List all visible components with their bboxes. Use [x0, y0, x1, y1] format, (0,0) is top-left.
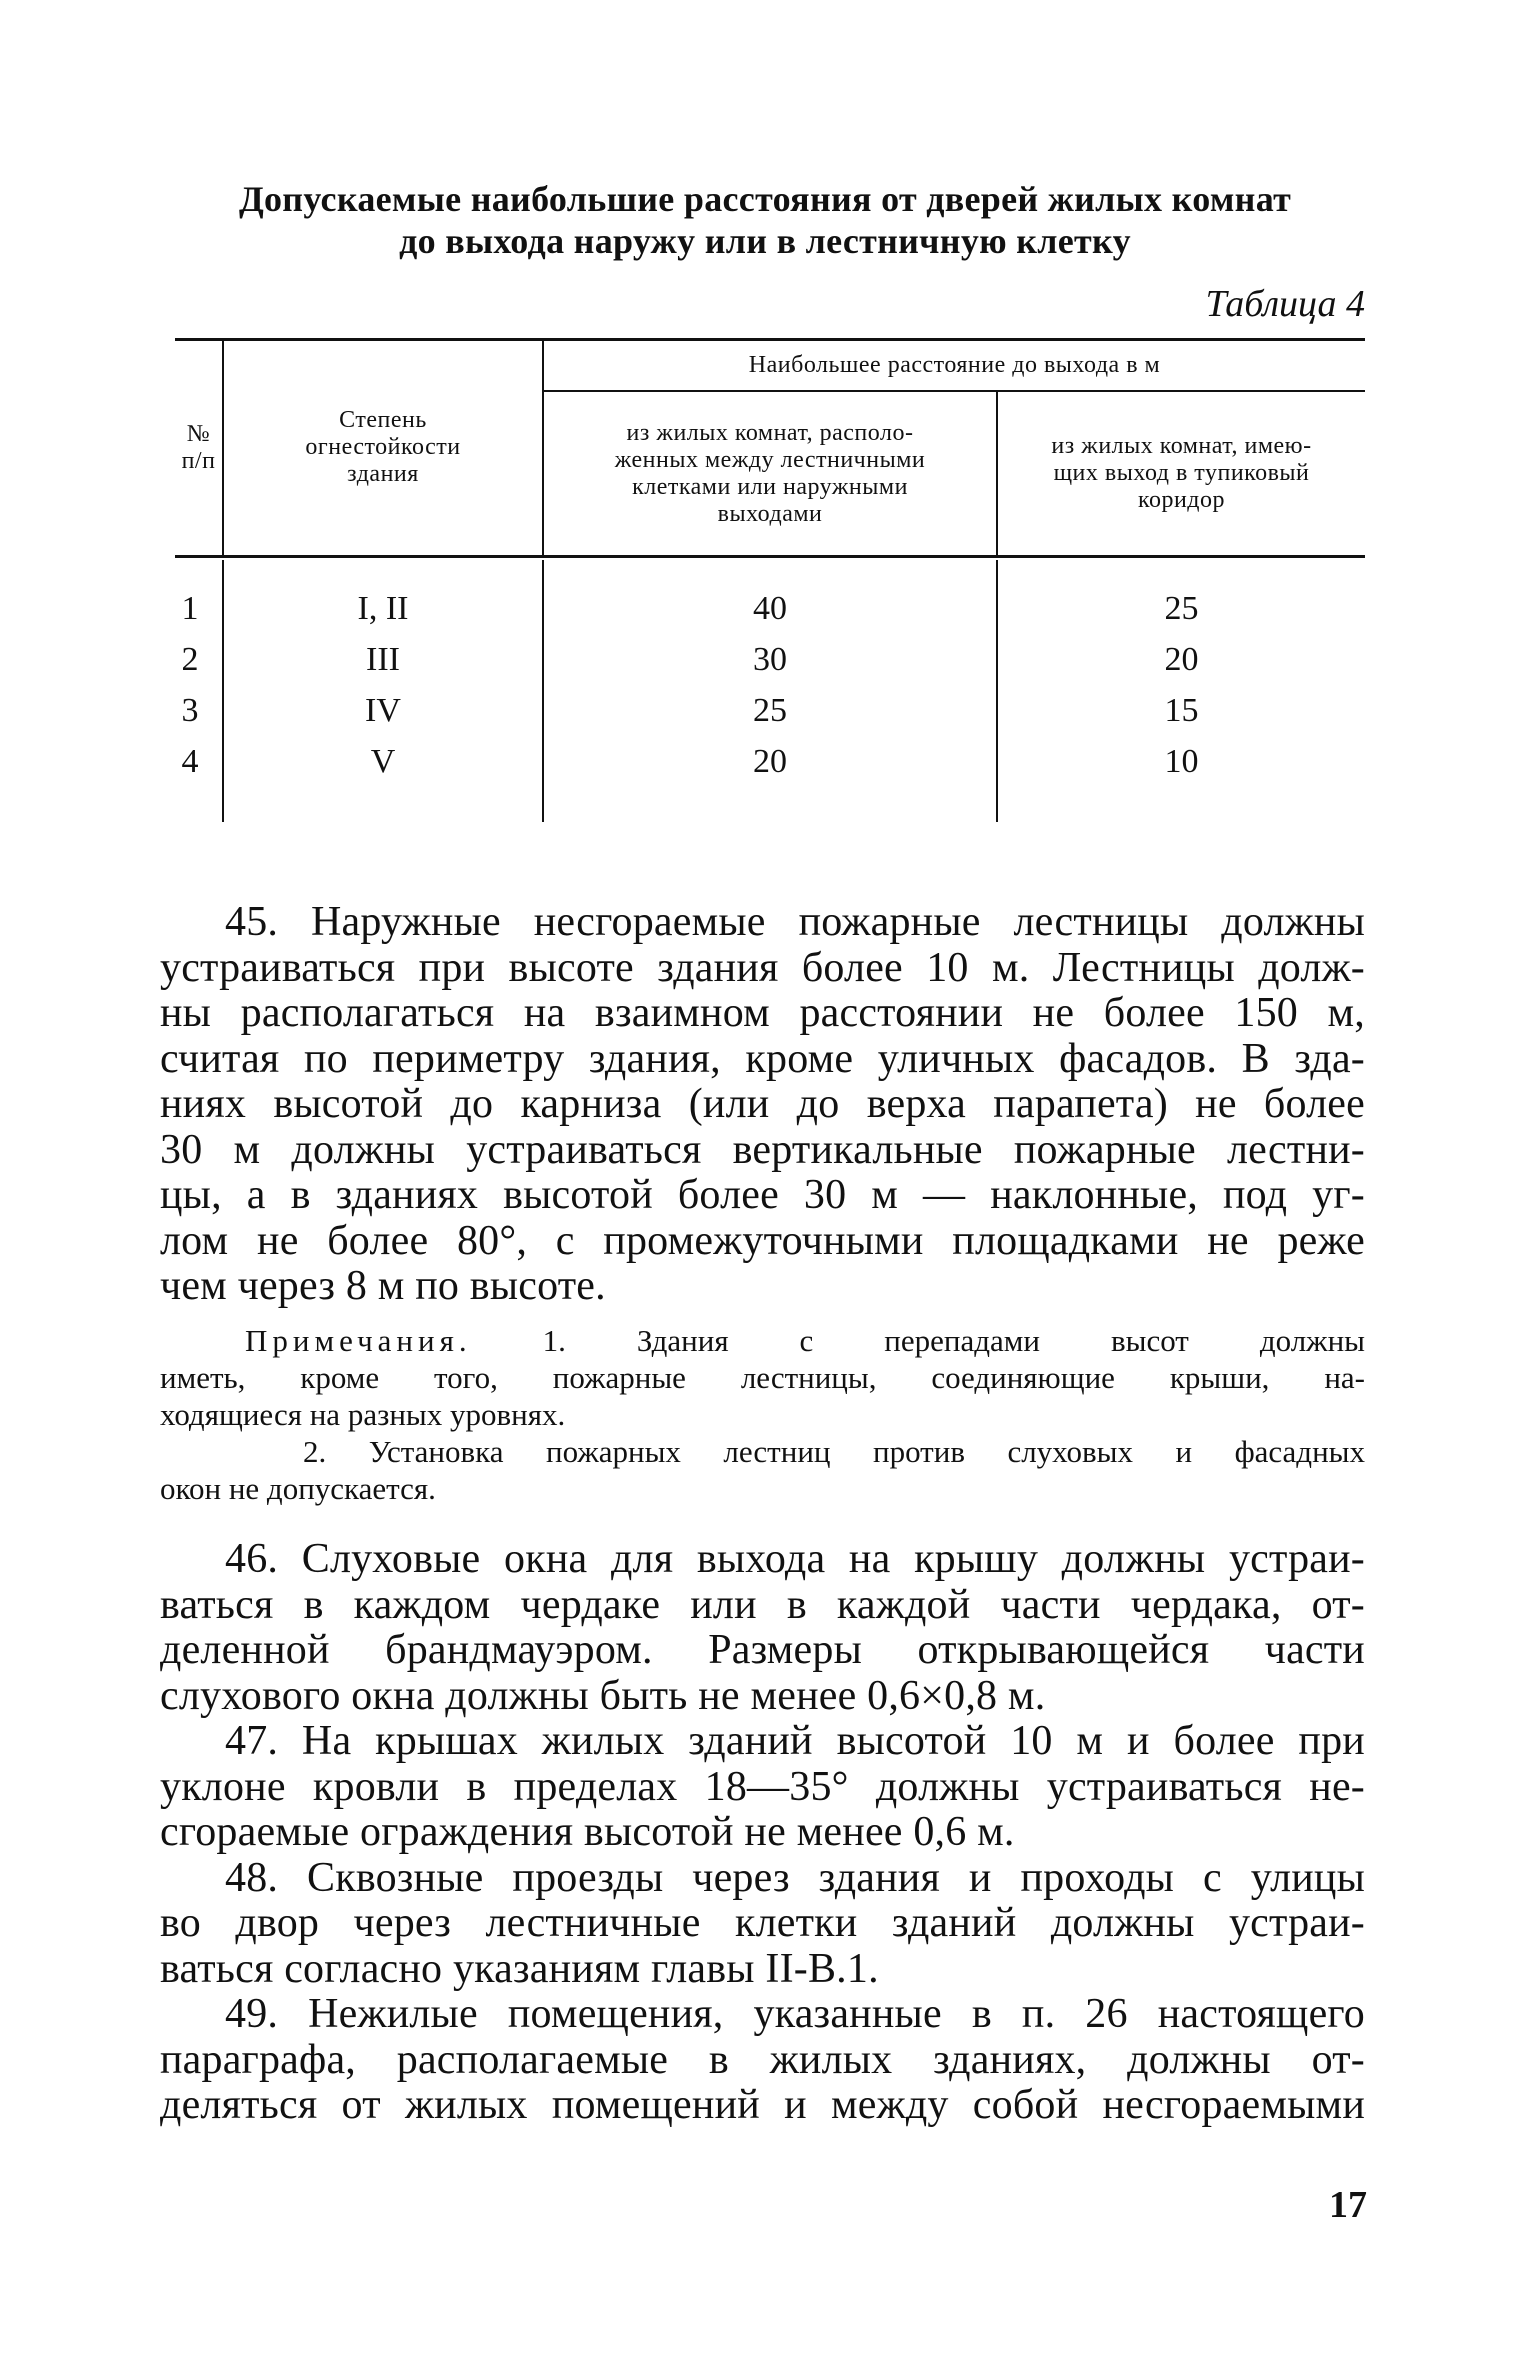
table-cell: 20: [1164, 641, 1199, 678]
paragraph-45: [160, 900, 1365, 1310]
table-cell: 3: [181, 692, 199, 729]
table-cell: I, II: [357, 590, 409, 627]
header-between-line-4: выходами: [717, 500, 823, 527]
header-between-line-1: из жилых комнат, располо-: [626, 419, 914, 446]
table-cell: 4: [181, 743, 199, 780]
header-num-line-1: №: [186, 420, 211, 447]
table-cell: 10: [1164, 743, 1199, 780]
paragraphs-46-49: [160, 1537, 1365, 2129]
text-line: ваться согласно указаниям главы II-В.1.: [160, 1945, 879, 1992]
header-degree-line-3: здания: [347, 461, 419, 487]
header-deadend-line-3: коридор: [1138, 487, 1225, 513]
table-header-bottom-rule: [175, 555, 1365, 558]
notes-label: Примечания.: [245, 1323, 472, 1358]
table-title-line-2: до выхода наружу или в лестничную клетку: [399, 221, 1131, 261]
header-degree-line-2: огнестойкости: [305, 434, 461, 460]
text-line: ваться в каждом чердаке или в каждой части чердака, от-: [160, 1581, 1365, 1628]
text-line: считая по периметру здания, кроме уличных фасадов. В зда-: [160, 1035, 1365, 1082]
text-line: 48. Сквозные проезды через здания и проходы с улицы: [225, 1854, 1365, 1901]
header-num: [175, 340, 222, 555]
table-cell: 40: [753, 590, 787, 627]
table-cell: 20: [753, 743, 787, 780]
note-line: [160, 1322, 1365, 1359]
text-line: параграфа, располагаемые в жилых зданиях, должны от-: [160, 2036, 1365, 2083]
text-line: чем через 8 м по высоте.: [160, 1263, 606, 1309]
text-line: уклоне кровли в пределах 18—35° должны устраиваться не-: [160, 1763, 1365, 1810]
header-between-line-3: клетками или наружными: [632, 473, 908, 500]
text-line: деляться от жилых помещений и между собой несгораемыми: [160, 2082, 1365, 2128]
table-title: [150, 178, 1380, 262]
table-cell: IV: [365, 692, 401, 729]
header-group: [544, 340, 1365, 390]
header-col-deadend: [998, 392, 1365, 555]
text-line: ны располагаться на взаимном расстоянии не более 150 м,: [160, 990, 1365, 1036]
note-line: ходящиеся на разных уровнях.: [160, 1397, 566, 1432]
header-degree: [224, 340, 542, 555]
text-line: лом не более 80°, с промежуточными площадками не реже: [160, 1217, 1365, 1264]
note-1-text: 1. Здания с перепадами высот должны: [542, 1323, 1365, 1358]
page-number: 17: [1329, 2184, 1367, 2226]
text-line: 49. Нежилые помещения, указанные в п. 26 настоящего: [225, 1991, 1365, 2037]
header-deadend-line-1: из жилых комнат, имею-: [1051, 433, 1312, 459]
text-line: 46. Слуховые окна для выхода на крышу должны устраи-: [225, 1536, 1365, 1582]
table-title-line-1: Допускаемые наибольшие расстояния от дверей жилых комнат: [238, 179, 1292, 219]
text-line: 47. На крышах жилых зданий высотой 10 м и более при: [225, 1718, 1365, 1764]
table-cell: 25: [1164, 590, 1199, 627]
text-line: сгораемые ограждения высотой не менее 0,6 м.: [160, 1809, 1015, 1855]
text-line: цы, а в зданиях высотой более 30 м — наклонные, под уг-: [160, 1172, 1365, 1218]
header-deadend-line-2: щих выход в тупиковый: [1053, 460, 1310, 486]
note-line: окон не допускается.: [160, 1471, 436, 1506]
column-deadend: [998, 583, 1365, 787]
text-line: 30 м должны устраиваться вертикальные пожарные лестни-: [160, 1126, 1365, 1173]
notes-block: [160, 1322, 1365, 1507]
column-degree: [224, 583, 542, 787]
header-group-text: Наибольшее расстояние до выхода в м: [748, 351, 1161, 378]
text-line: 45. Наружные несгораемые пожарные лестницы должны: [225, 899, 1365, 945]
header-between-line-2: женных между лестничными: [614, 446, 926, 473]
note-line: 2. Установка пожарных лестниц против слуховых и фасадных: [303, 1434, 1365, 1469]
table-cell: III: [366, 641, 400, 678]
table-cell: V: [370, 743, 396, 780]
column-between: [544, 583, 996, 787]
text-line: слухового окна должны быть не менее 0,6×0,8 м.: [160, 1672, 1046, 1719]
column-num: [175, 583, 205, 787]
table-cell: 2: [181, 641, 199, 678]
text-line: ниях высотой до карниза (или до верха парапета) не более: [160, 1081, 1365, 1127]
table-cell: 25: [753, 692, 787, 729]
text-line: деленной брандмауэром. Размеры открывающейся части: [160, 1627, 1365, 1673]
table-cell: 30: [753, 641, 787, 678]
note-line: иметь, кроме того, пожарные лестницы, соединяющие крыши, на-: [160, 1360, 1365, 1395]
table-cell: 15: [1164, 692, 1199, 729]
text-line: устраиваться при высоте здания более 10 м. Лестницы долж-: [160, 944, 1365, 991]
text-line: во двор через лестничные клетки зданий должны устраи-: [160, 1900, 1365, 1946]
header-num-line-2: п/п: [181, 447, 216, 474]
header-col-between: [544, 392, 996, 555]
header-degree-line-1: Степень: [339, 407, 427, 433]
table-caption: Таблица 4: [1205, 283, 1365, 325]
table-cell: 1: [181, 590, 199, 627]
